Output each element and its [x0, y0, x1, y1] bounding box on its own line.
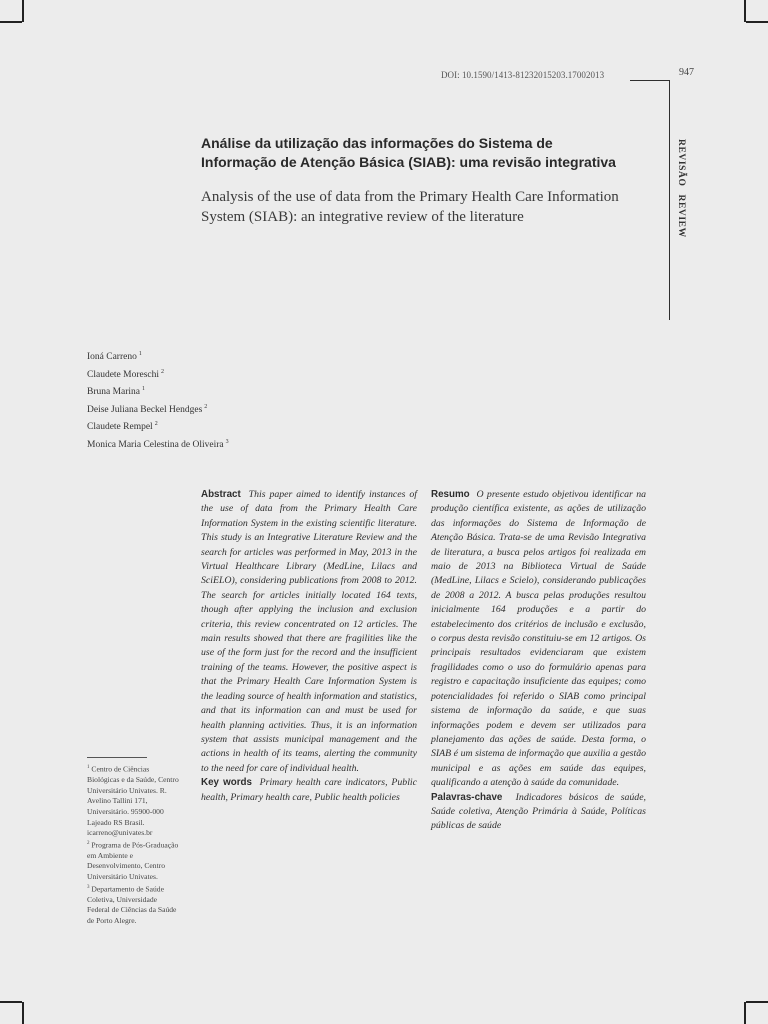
section-tag-pt: REVISÃO [676, 139, 686, 187]
doi[interactable]: DOI: 10.1590/1413-81232015203.17002013 [441, 70, 605, 80]
crop-mark-top-left-h [0, 21, 22, 23]
author [87, 417, 229, 435]
keywords-label: Key words [201, 777, 252, 789]
crop-mark-bottom-right [744, 1002, 746, 1024]
affiliation-text: Programa de Pós-Graduação em Ambiente e Desenvolvimento, Centro Universitário Univates. [87, 840, 179, 881]
author-name: Claudete Rempel [87, 422, 153, 433]
crop-mark-bottom-left [22, 1002, 24, 1024]
author-affiliation-ref: 2 [154, 421, 158, 428]
header-rule-vertical [669, 80, 670, 320]
header-rule-horizontal [630, 80, 669, 81]
palavras-chave-text: Indicadores básicos de saúde, Saúde coletiva, Atenção Primária à Saúde, Políticas públicas de saúde [431, 791, 646, 832]
title-portuguese: Análise da utilização das informações do Sistema de Informação de Atenção Básica (SIAB): uma revisão integrativa [201, 135, 616, 170]
crop-mark-bottom-left-h [0, 1001, 22, 1003]
affiliation-item [87, 763, 179, 839]
author [87, 347, 229, 365]
title-english: Analysis of the use of data from the Primary Health Care Information System (SIAB): an integrative review of the literature [201, 189, 619, 225]
resumo-text: O presente estudo objetivou identificar na produção científica existente, as ações de utilização das informações do Sistema de Informação de Atenção Básica. Trata-se de uma Revisão Integrativa de literatura, a busca pelos artigos foi realizada em maio de 2013 na Biblioteca Virtual de Saúde (MedLine, Lilacs e Scielo), considerando publicações de 2008 a 2012. A busca pelas produções resultou inicialmente 164 produções e a partir do estabelecimento dos critérios de inclusão e exclusão, o corpus desta revisão constituiu-se em 12 artigos. Os principais resultados evidenciaram que existem fragilidades como o uso do formulário apenas para registro e capacitação insuficiente das equipes; como potencialidades foi referido o SIAB como principal sistema de informação da saúde, e que suas informações podem e devem ser utilizados para planejamento das ações de saúde. Desta forma, o SIAB é um sistema de informação que auxilia a gestão municipal e as ações em saúde das equipes, qualificando a atenção à saúde da comunidade. [431, 489, 646, 789]
crop-mark-top-left [22, 0, 24, 22]
abstract-text: This paper aimed to identify instances of the use of data from the Primary Health Care Information System in the existing scientific literature. This study is an Integrative Literature Review and the search for articles was performed in May, 2013 in the Virtual Healthcare Library (MedLine, Lilacs and SciELO), considering publications from 2008 to 2012. The search for articles initially located 164 texts, though after applying the inclusion and exclusion criteria, this review concentrated on 12 articles. The main results showed that there are fragilities like the use of the form just for the record and the insufficient training of the teams. However, the positive aspect is that the Primary Health Care Information System is the leading source of health information and statistics, and that its information can and must be used for health planning activities. Thus, it is an information system that assists municipal management and the actions in health of its teams, alerting the community to the need for care of individual health. [201, 489, 417, 774]
resumo-column [431, 488, 646, 834]
affiliation-rule [87, 757, 147, 758]
keywords-text: Primary health care indicators, Public health, Primary health care, Public health policies [201, 777, 417, 803]
affiliation-text: Departamento de Saúde Coletiva, Universidade Federal de Ciências da Saúde de Porto Alegre. [87, 884, 177, 925]
author [87, 365, 229, 383]
section-tag [676, 139, 686, 246]
author-name: Ioná Carreno [87, 352, 137, 363]
crop-mark-top-right-h [746, 21, 768, 23]
author-name: Deise Juliana Beckel Hendges [87, 404, 203, 415]
author [87, 382, 229, 400]
abstract-column [201, 488, 417, 805]
page-number: 947 [679, 67, 694, 78]
affiliation-number: 3 [87, 884, 90, 890]
crop-mark-bottom-right-h [746, 1001, 768, 1003]
author-list [87, 347, 229, 452]
section-tag-en: REVIEW [676, 194, 686, 238]
resumo-label: Resumo [431, 489, 470, 500]
affiliation-text: Centro de Ciências Biológicas e da Saúde, Centro Universitário Univates. R. Avelino Tallini 171, Universitário. 95900-000 Lajeado RS Brasil. icarreno@univates.br [87, 764, 179, 838]
author-affiliation-ref: 2 [161, 368, 165, 375]
author-name: Claudete Moreschi [87, 369, 160, 380]
author-name: Bruna Marina [87, 387, 141, 398]
author [87, 400, 229, 418]
author-affiliation-ref: 1 [142, 386, 146, 393]
author-name: Monica Maria Celestina de Oliveira [87, 439, 224, 450]
author-affiliation-ref: 2 [204, 403, 208, 410]
abstract-label: Abstract [201, 489, 241, 500]
palavras-chave-label: Palavras-chave [431, 791, 503, 803]
affiliation-item [87, 839, 179, 883]
affiliation-item [87, 883, 179, 927]
author-affiliation-ref: 3 [225, 438, 229, 445]
author-affiliation-ref: 1 [138, 351, 142, 357]
affiliation-number: 2 [87, 840, 90, 846]
affiliations [87, 763, 179, 927]
crop-mark-top-right [744, 0, 746, 22]
author [87, 435, 229, 453]
affiliation-number: 1 [87, 765, 90, 770]
